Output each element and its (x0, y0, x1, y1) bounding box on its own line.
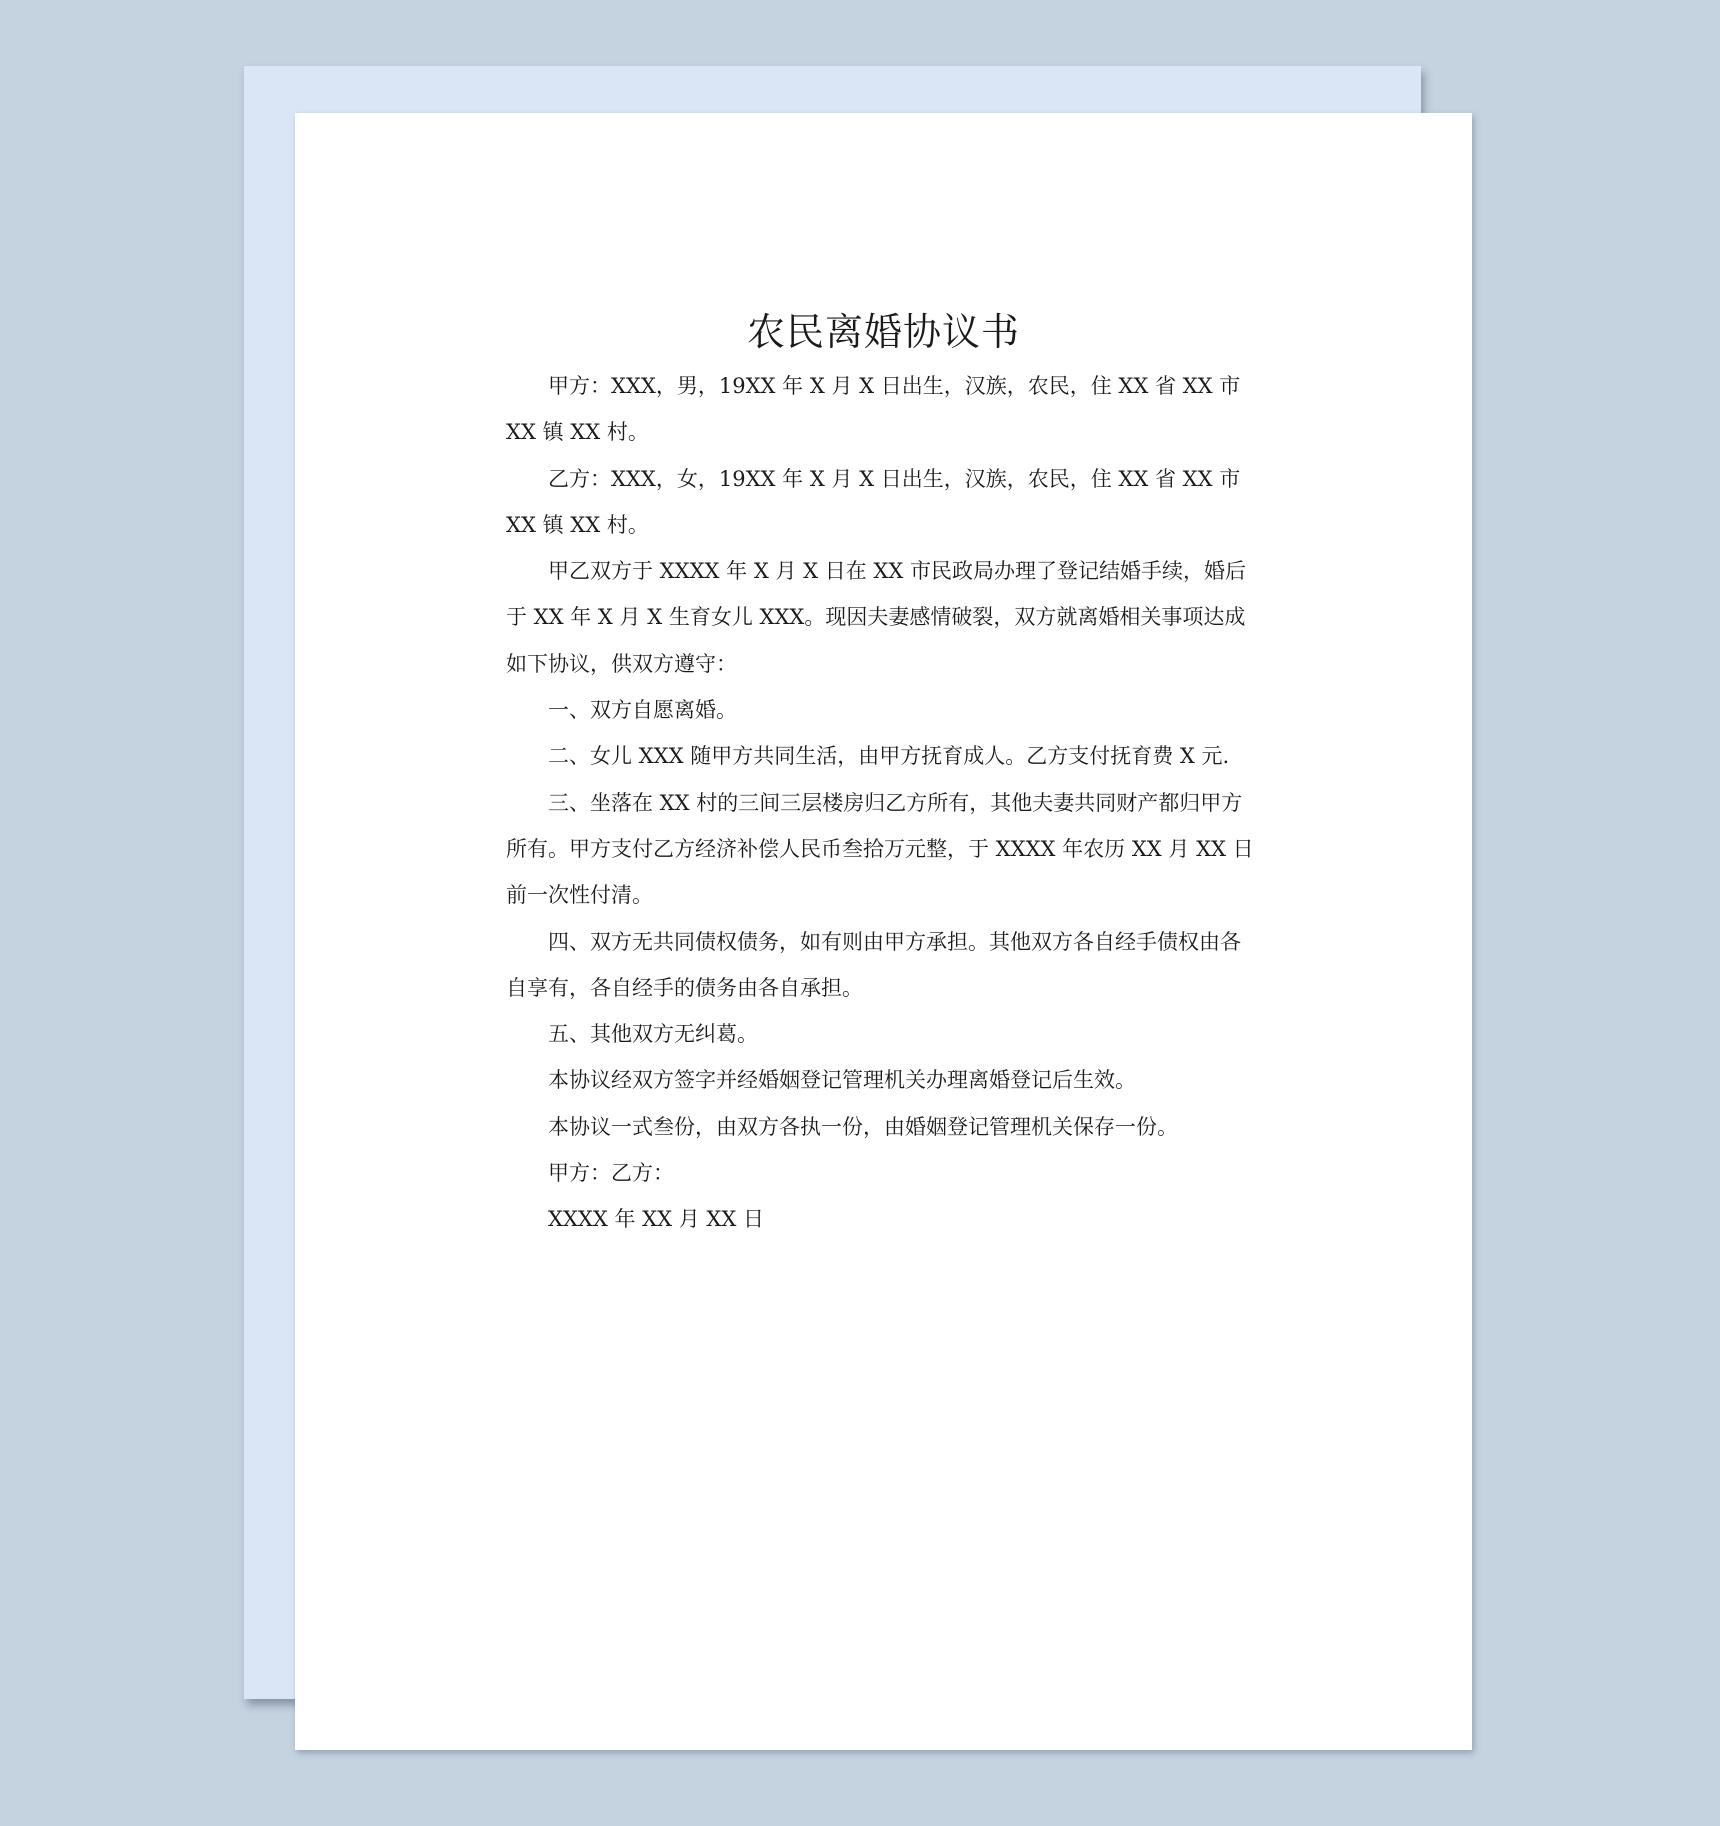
paragraph-background: 甲乙双方于 XXXX 年 X 月 X 日在 XX 市民政局办理了登记结婚手续，婚后于 XX 年 X 月 X 生育女儿 XXX。现因夫妻感情破裂，双方就离婚相关事项达成如下协议，供双方遵守： (506, 559, 1247, 676)
clause-4: 四、双方无共同债权债务，如有则由甲方承担。其他双方各自经手债权由各自享有，各自经手的债务由各自承担。 (506, 929, 1241, 1000)
clause-2: 二、女儿 XXX 随甲方共同生活，由甲方抚育成人。乙方支付抚育费 X 元. (548, 744, 1230, 769)
paragraph-party-a: 甲方：XXX，男，19XX 年 X 月 X 日出生，汉族，农民，住 XX 省 XX 市 XX 镇 XX 村。 (506, 374, 1241, 445)
document-page (295, 113, 1472, 1750)
paragraph-party-b: 乙方：XXX，女，19XX 年 X 月 X 日出生，汉族，农民，住 XX 省 XX 市 XX 镇 XX 村。 (506, 466, 1241, 537)
document-body (506, 363, 1258, 1243)
clause-5: 五、其他双方无纠葛。 (548, 1022, 758, 1047)
signature-line: 甲方：乙方： (548, 1161, 674, 1186)
date-line: XXXX 年 XX 月 XX 日 (548, 1207, 764, 1232)
paragraph-effective: 本协议经双方签字并经婚姻登记管理机关办理离婚登记后生效。 (548, 1068, 1136, 1093)
clause-1: 一、双方自愿离婚。 (548, 698, 737, 723)
document-title: 农民离婚协议书 (746, 310, 1020, 354)
clause-3: 三、坐落在 XX 村的三间三层楼房归乙方所有，其他夫妻共同财产都归甲方所有。甲方支付乙方经济补偿人民币叁拾万元整，于 XXXX 年农历 XX 月 XX 日前一次性付清。 (506, 790, 1254, 908)
paragraph-copies: 本协议一式叁份，由双方各执一份，由婚姻登记管理机关保存一份。 (548, 1114, 1178, 1139)
